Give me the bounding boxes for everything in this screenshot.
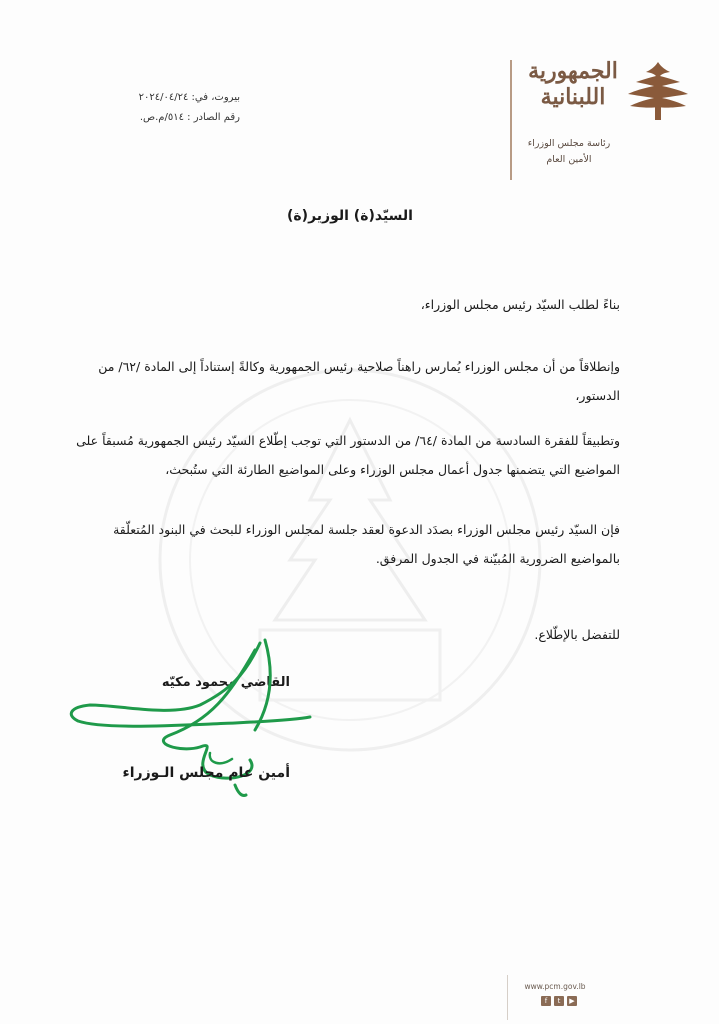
- crest-line-2: اللبنانية: [540, 84, 606, 110]
- department-name: الأمين العام: [546, 154, 592, 165]
- letterhead-crest: [510, 56, 625, 176]
- signatory-title: أمين عام مجلس الـوزراء: [122, 765, 290, 781]
- signatory-name: القاضي محمود مكيّه: [161, 675, 290, 690]
- salutation: السيّد(ة) الوزير(ة): [287, 208, 413, 224]
- twitter-icon[interactable]: t: [554, 996, 564, 1006]
- reference-line: رقم الصادر : ٥١٤/م.ص.: [139, 112, 240, 123]
- facebook-icon[interactable]: f: [541, 996, 551, 1006]
- letter-meta: [90, 88, 240, 128]
- social-icons: [541, 996, 581, 1006]
- paragraph-1: بناءً لطلب السيّد رئيس مجلس الوزراء،: [420, 297, 620, 312]
- paragraph-2: وإنطلاقاً من أن مجلس الوزراء يُمارس راهناً صلاحية رئيس الجمهورية وكالةً إستناداً إلى المادة /٦٢/ من الدستور،: [98, 359, 620, 403]
- office-name: رئاسة مجلس الوزراء: [527, 138, 611, 149]
- letterhead-divider: [510, 60, 512, 180]
- closing-line: للتفضل بالإطّلاع.: [534, 627, 620, 642]
- paragraph-4: فإن السيّد رئيس مجلس الوزراء بصدَد الدعوة لعقد جلسة لمجلس الوزراء للبحث في البنود المُتعلّقة بالمواضيع الضرورية المُبيّنة في الجدول المرفق.: [113, 522, 620, 566]
- crest-line-1: الجمهورية: [528, 58, 618, 84]
- date-line: بيروت، في: ٢٠٢٤/٠٤/٢٤: [138, 92, 240, 103]
- youtube-icon[interactable]: ▶: [567, 996, 577, 1006]
- paragraph-3: وتطبيقاً للفقرة السادسة من المادة /٦٤/ من الدستور التي توجب إطّلاع السيّد رئيس الجمهورية مُسبقاً على المواضيع التي يتضمنها جدول أعمال مجلس الوزراء وعلى المواضيع الطارئة التي ستُبحث،: [76, 433, 620, 477]
- cedar-logo-icon: [626, 60, 690, 122]
- website-link[interactable]: www.pcm.gov.lb: [524, 982, 586, 991]
- footer-divider: [507, 975, 508, 1020]
